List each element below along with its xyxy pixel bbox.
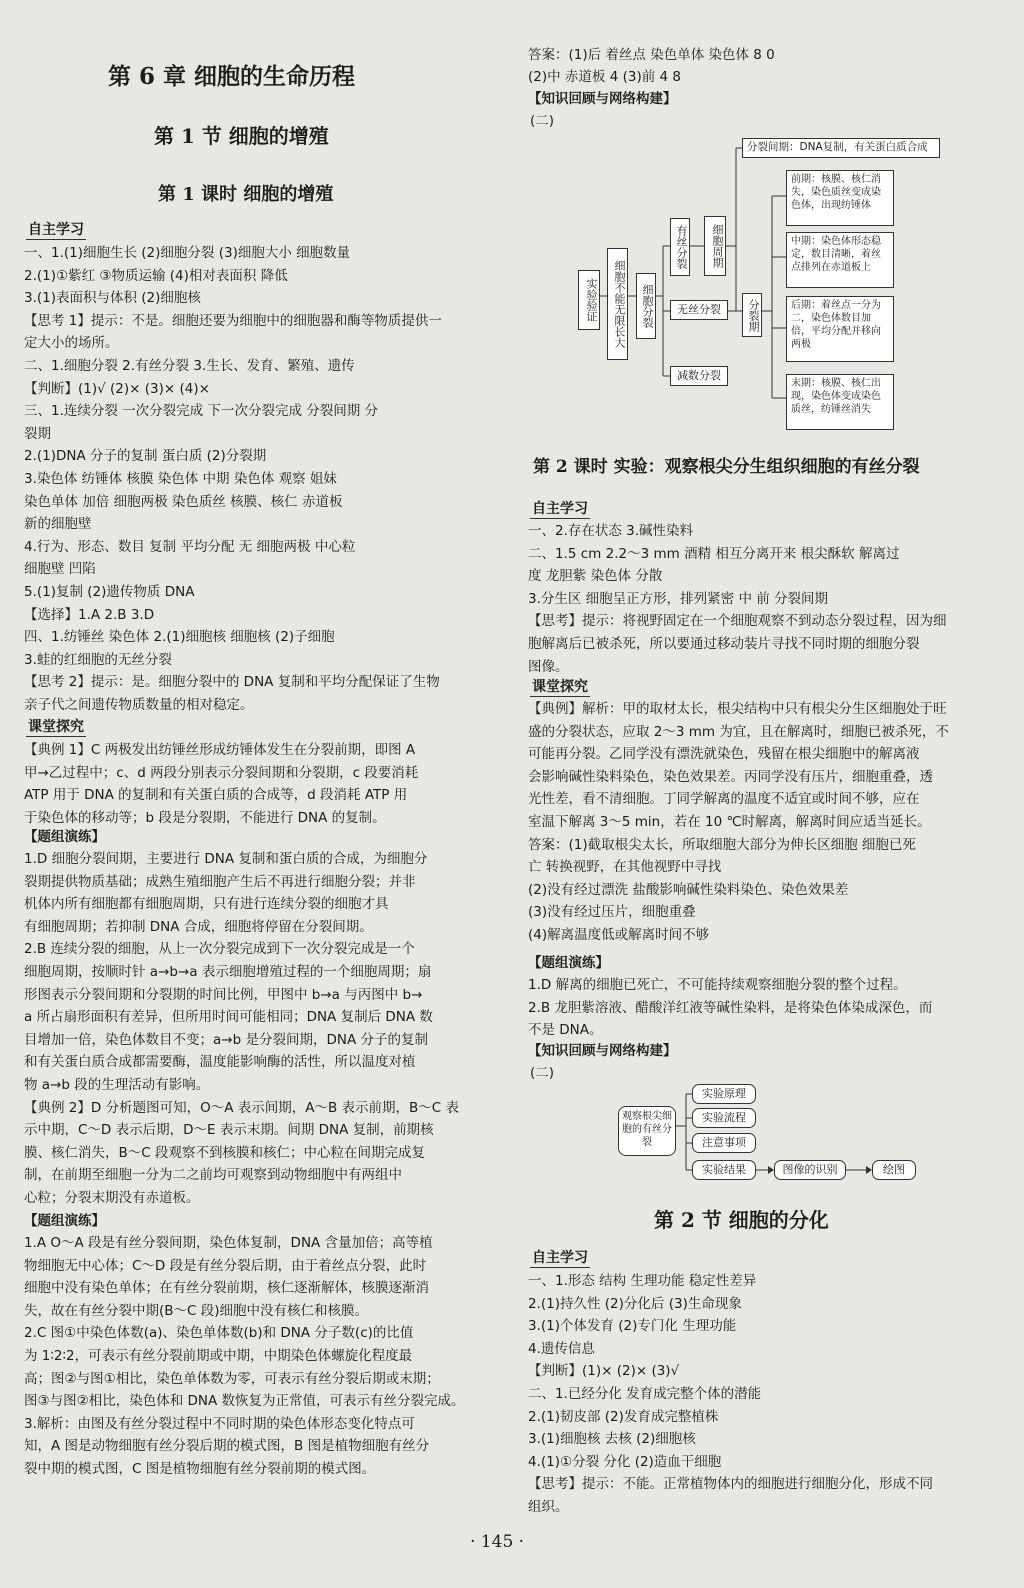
text-line: 【选择】1.A 2.B 3.D [24,606,155,623]
text-line: 二、1.5 cm 2.2～3 mm 酒精 相互分离开来 根尖酥软 解离过 [528,545,900,562]
text-line: 裂期 [24,425,51,442]
section-label-ketang: 课堂探究 [28,719,84,735]
text-line: 3.解析：由图及有丝分裂过程中不同时期的染色体形态变化特点可 [24,1415,415,1432]
text-line: 组织。 [528,1499,569,1515]
text-line: 3.(1)细胞核 去核 (2)细胞核 [528,1431,696,1448]
text-line: 知，A 图是动物细胞有丝分裂后期的模式图，B 图是植物细胞有丝分 [24,1438,430,1455]
text-line: 失，故在有丝分裂中期(B～C 段)细胞中没有核仁和核膜。 [24,1302,369,1319]
text-line: 四、1.纺锤丝 染色体 2.(1)细胞核 细胞核 (2)子细胞 [24,629,335,646]
text-line: ATP 用于 DNA 的复制和有关蛋白质的合成等，d 段消耗 ATP 用 [24,787,408,804]
text-line: 为 1∶2∶2，可表示有丝分裂前期或中期，中期染色体螺旋化程度最 [24,1348,413,1364]
text-line: 三、1.连续分裂 一次分裂完成 下一次分裂完成 分裂间期 分 [24,403,379,420]
node-xibao-zhouqi: 细胞周期 [704,216,726,276]
text-line: 可能再分裂。乙同学没有漂洗就染色，残留在根尖细胞中的解离液 [528,746,920,763]
text-line: 度 龙胆紫 染色体 分散 [528,568,663,585]
node-xibao-fenlie: 细胞分裂 [636,273,656,339]
text-line: 4.行为、形态、数目 复制 平均分配 无 细胞两极 中心粒 [24,538,356,555]
text-line: 一、1.(1)细胞生长 (2)细胞分裂 (3)细胞大小 细胞数量 [24,245,351,261]
text-line: 新的细胞壁 [24,516,92,533]
text-line: 图像。 [528,658,569,675]
text-line: 光性差，看不清细胞。丁同学解离的温度不适宜或时间不够，应在 [528,791,920,808]
text-line: 【判断】(1)√ (2)× (3)× (4)× [24,380,210,397]
node-wusi-fenlie: 无丝分裂 [670,300,728,320]
text-line: 1.D 解离的细胞已死亡，不可能持续观察细胞分裂的整个过程。 [528,977,907,993]
text-line: 室温下解离 3～5 min，若在 10 ℃时解离，解离时间应适当延长。 [528,814,931,830]
text-line: 一、2.存在状态 3.碱性染料 [528,523,694,539]
text-line: 5.(1)复制 (2)遗传物质 DNA [24,584,195,600]
node-zhuyi-shixiang: 注意事项 [692,1133,756,1153]
text-line: 【判断】(1)× (2)× (3)√ [528,1363,680,1380]
text-line: 制，在前期至细胞一分为二之前均可观察到动物细胞中有两组中 [24,1167,402,1184]
text-line: 物 a→b 段的生理活动有影响。 [24,1077,210,1093]
lesson2-title: 第 2 课时 实验：观察根尖分生组织细胞的有丝分裂 [533,457,920,477]
node-fenlieqi: 分裂期 [742,293,762,337]
text-line: 有细胞周期；若抑制 DNA 合成，细胞将停留在分裂间期。 [24,918,373,935]
text-line: 示中期，C～D 表示后期，D～E 表示末期。间期 DNA 复制，前期核 [24,1122,434,1139]
text-line: 亡 转换视野，在其他视野中寻找 [528,859,722,876]
node-yousi-fenlie: 有丝分裂 [670,218,690,276]
text-line: 二、1.已经分化 发育成完整个体的潜能 [528,1386,762,1402]
text-line: 胞解离后已被杀死，所以要通过移动装片寻找不同时期的细胞分裂 [528,636,920,652]
node-qianqi: 前期：核膜、核仁消失，染色质丝变成染色体，出现纺锤体 [786,170,894,226]
text-line: 2.(1)①紫红 ③物质运输 (4)相对表面积 降低 [24,267,288,284]
text-line: 2.B 龙胆紫溶液、醋酸洋红液等碱性染料，是将染色体染成深色，而 [528,999,933,1016]
chapter-title: 第 6 章 细胞的生命历程 [108,63,356,90]
text-line: 细胞壁 凹陷 [24,561,96,578]
text-line: 【思考 2】提示：是。细胞分裂中的 DNA 复制和平均分配保证了生物 [24,674,440,691]
section-label-ketang-2: 课堂探究 [532,679,588,695]
text-line: 3.(1)表面积与体积 (2)细胞核 [24,290,201,307]
node-zhongqi: 中期：染色体形态稳定，数目清晰，着丝点排列在赤道板上 [786,232,894,288]
text-line: 2.(1)持久性 (2)分化后 (3)生命现象 [528,1295,742,1312]
text-line: 裂期提供物质基础；成熟生殖细胞产生后不再进行细胞分裂；并非 [24,873,416,890]
text-line: 目增加一倍，染色体数目不变；a→b 是分裂间期，DNA 分子的复制 [24,1031,428,1048]
text-line: 二、1.细胞分裂 2.有丝分裂 3.生长、发育、繁殖、遗传 [24,358,355,374]
text-line: 染色单体 加倍 细胞两极 染色质丝 核膜、核仁 赤道板 [24,493,343,510]
node-jianshu-fenlie: 减数分裂 [670,366,728,386]
node-shiyan-yuanli: 实验原理 [692,1084,756,1104]
section-label-zizhu-3: 自主学习 [532,1250,588,1266]
text-line: 1.A O～A 段是有丝分裂间期，染色体复制，DNA 含量加倍；高等植 [24,1235,433,1251]
text-line: 4.(1)①分裂 分化 (2)造血干细胞 [528,1453,722,1470]
node-houqi: 后期：着丝点一分为二，染色体数目加倍，平均分配并移向两极 [786,296,894,362]
text-line: 2.C 图①中染色体数(a)、染色单体数(b)和 DNA 分子数(c)的比值 [24,1325,414,1342]
tizu-label-1: 【题组演练】 [24,829,105,845]
node-shiyan-yanzheng: 实验验证 [578,270,600,330]
text-line: 心粒；分裂末期没有赤道板。 [24,1190,200,1206]
text-line: (2)没有经过漂洗 盐酸影响碱性染料染色、染色效果差 [528,881,849,898]
text-line: 3.染色体 纺锤体 核膜 染色体 中期 染色体 观察 姐妹 [24,471,337,487]
text-line: 定大小的场所。 [24,335,119,352]
section-label-zizhu: 自主学习 [28,222,84,238]
text-line: 细胞周期，按顺时针 a→b→a 表示细胞增殖过程的一个细胞周期；扇 [24,964,432,980]
text-line: 形图表示分裂间期和分裂期的时间比例，甲图中 b→a 与丙图中 b→ [24,986,423,1003]
text-line: 2.B 连续分裂的细胞，从上一次分裂完成到下一次分裂完成是一个 [24,941,415,958]
tizu-label-3: 【题组演练】 [528,955,609,971]
text-line: 3.分生区 细胞呈正方形，排列紧密 中 前 分裂间期 [528,590,829,607]
text-line: 物细胞无中心体；C～D 段是有丝分裂后期，由于着丝点分裂，此时 [24,1257,427,1274]
text-line: 2.(1)DNA 分子的复制 蛋白质 (2)分裂期 [24,448,267,465]
text-line: 亲子代之间遗传物质数量的相对稳定。 [24,697,254,713]
section1-title: 第 1 节 细胞的增殖 [154,124,329,148]
text-line: 机体内所有细胞都有细胞周期，只有进行连续分裂的细胞才具 [24,896,389,913]
text-line: 不是 DNA。 [528,1022,603,1039]
text-line: 答案：(1)后 着丝点 染色单体 染色体 8 0 [528,47,775,63]
text-line: 4.遗传信息 [528,1340,595,1357]
node-shiyan-jieguo: 实验结果 [692,1160,756,1180]
section-label-zizhu-2: 自主学习 [532,501,588,517]
text-line: 2.(1)韧皮部 (2)发育成完整植株 [528,1408,719,1425]
er-label-1: (二) [530,113,555,129]
lesson1-title: 第 1 课时 细胞的增殖 [158,184,334,205]
text-line: 细胞中没有染色单体；在有丝分裂前期，核仁逐渐解体，核膜逐渐消 [24,1280,429,1297]
text-line: 会影响碱性染料染色，染色效果差。丙同学没有压片，细胞重叠，透 [528,768,933,785]
text-line: 【思考】提示：将视野固定在一个细胞观察不到动态分裂过程，因为细 [528,613,947,630]
tizu-label-2: 【题组演练】 [24,1213,105,1229]
text-line: 一、1.形态 结构 生理功能 稳定性差异 [528,1273,757,1289]
text-line: 甲→乙过程中；c、d 两段分别表示分裂间期和分裂期，c 段要消耗 [24,764,419,781]
text-line: 【思考】提示：不能。正常植物体内的细胞进行细胞分化，形成不同 [528,1476,933,1493]
text-line: 和有关蛋白质合成都需要酶，温度能影响酶的活性，所以温度对植 [24,1054,416,1071]
text-line: 于染色体的移动等；b 段是分裂期，不能进行 DNA 的复制。 [24,809,386,826]
text-line: a 所占扇形面积有差异，但所用时间可能相同；DNA 复制后 DNA 数 [24,1009,433,1026]
text-line: 1.D 细胞分裂间期，主要进行 DNA 复制和蛋白质的合成，为细胞分 [24,851,428,867]
text-line: 图③与图②相比，染色体和 DNA 数恢复为正常值，可表示有丝分裂完成。 [24,1393,465,1410]
node-guancha-genjian: 观察根尖细胞的有丝分裂 [618,1106,676,1156]
text-line: 高；图②与图①相比，染色单体数为零，可表示有丝分裂后期或末期； [24,1370,440,1387]
zhishi-label-2: 【知识回顾与网络构建】 [528,1043,677,1059]
text-line: 【典例 1】C 两极发出纺锤丝形成纺锤体发生在分裂前期，即图 A [24,742,416,758]
text-line: (3)没有经过压片，细胞重叠 [528,904,696,921]
node-tuxiang-shibie: 图像的识别 [774,1160,846,1180]
er-label-2: (二) [530,1065,555,1081]
page-number: · 145 · [470,1532,525,1552]
node-fenlie-jianqi: 分裂间期：DNA复制，有关蛋白质合成 [742,138,940,158]
text-line: 盛的分裂状态，应取 2～3 mm 为宜，且在解离时，细胞已被杀死，不 [528,723,949,740]
node-huitu: 绘图 [872,1160,916,1180]
text-line: 【思考 1】提示：不是。细胞还要为细胞中的细胞器和酶等物质提供一 [24,312,442,329]
text-line: (4)解离温度低或解离时间不够 [528,927,710,943]
text-line: 【典例 2】D 分析题图可知，O～A 表示间期，A～B 表示前期，B～C 表 [24,1099,459,1116]
text-line: 3.蛙的红细胞的无丝分裂 [24,651,172,668]
node-moqi: 末期：核膜、核仁出现，染色体变成染色质丝，纺锤丝消失 [786,374,894,430]
text-line: 【典例】解析：甲的取材太长，根尖结构中只有根尖分生区细胞处于旺 [528,701,947,717]
text-line: 裂中期的模式图，C 图是植物细胞有丝分裂前期的模式图。 [24,1461,376,1477]
text-line: 3.(1)个体发育 (2)专门化 生理功能 [528,1318,737,1335]
node-xibao-buneng: 细胞不能无限长大 [607,248,628,360]
zhishi-label-1: 【知识回顾与网络构建】 [528,91,677,107]
text-line: (2)中 赤道板 4 (3)前 4 8 [528,69,681,85]
section2-title: 第 2 节 细胞的分化 [654,1208,829,1232]
text-line: 膜、核仁消失，B～C 段观察不到核膜和核仁；中心粒在间期完成复 [24,1144,425,1161]
text-line: 答案：(1)截取根尖太长，所取细胞大部分为伸长区细胞 细胞已死 [528,836,916,853]
node-shiyan-liucheng: 实验流程 [692,1108,756,1128]
